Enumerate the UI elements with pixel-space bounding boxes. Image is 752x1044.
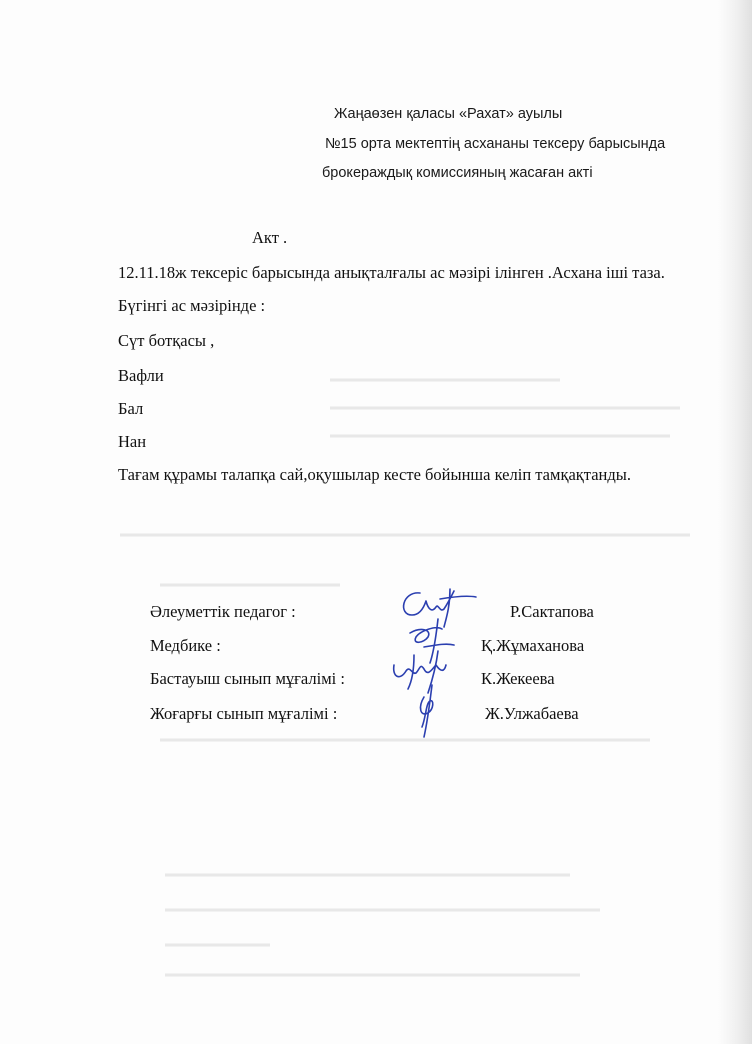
menu-item: Сүт ботқасы , [118, 331, 215, 350]
signatory-name: Қ.Жұмаханова [481, 636, 585, 655]
body-line-3: Тағам құрамы талапқа сай,оқушылар кесте бойынша келіп тамқақтанды. [118, 465, 631, 484]
header-line-2: №15 орта мектептің асхананы тексеру барысында [325, 136, 666, 152]
signatures-handwritten [380, 585, 500, 745]
body-line-1: 12.11.18ж тексеріс барысында анықталғалы ас мәзірі ілінген .Асхана іші таза. [118, 263, 665, 282]
menu-item: Нан [118, 432, 147, 451]
signatory-role: Әлеуметтік педагог : [150, 602, 296, 621]
signatory-role: Бастауыш сынып мұғалімі : [150, 669, 345, 688]
body-line-2: Бүгінгі ас мәзірінде : [118, 296, 266, 315]
signatory-role: Медбике : [150, 636, 221, 655]
header-line-3: брокераждық комиссияның жасаған акті [322, 165, 593, 181]
header-line-1: Жаңаөзен қаласы «Рахат» ауылы [334, 106, 563, 122]
signatory-name: К.Жекеева [481, 669, 555, 688]
signatory-role: Жоғарғы сынып мұғалімі : [150, 704, 338, 723]
signatory-name: Ж.Улжабаева [485, 704, 579, 723]
signatory-name: Р.Сактапова [510, 602, 594, 621]
act-title: Акт . [252, 228, 288, 247]
menu-item: Вафли [118, 366, 164, 385]
menu-item: Бал [118, 399, 144, 418]
